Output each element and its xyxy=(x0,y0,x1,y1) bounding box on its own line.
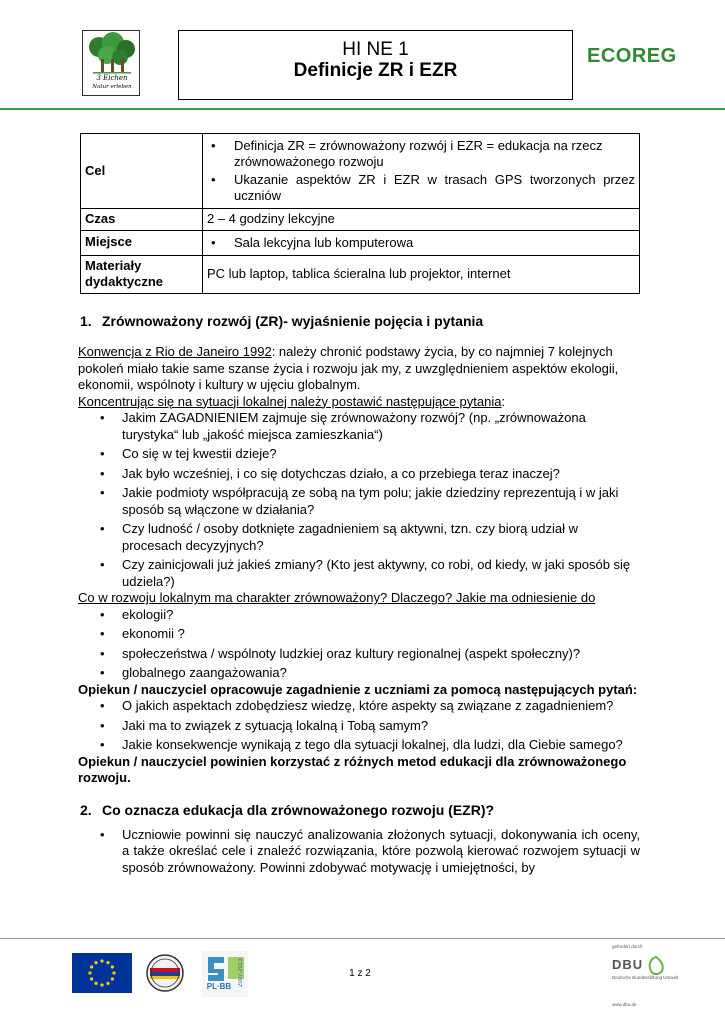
info-table xyxy=(80,133,640,294)
page-header xyxy=(0,0,725,110)
row-label: Miejsce xyxy=(81,230,203,255)
title-box xyxy=(178,30,573,100)
3-eichen-logo xyxy=(82,30,140,96)
list-item: • Czy ludność / osoby dotknięte zagadnieniem są aktywni, tzn. czy biorą udział w procesach decyzyjnych? xyxy=(78,521,640,554)
teacher-closing: Opiekun / nauczyciel powinien korzystać z różnych metod edukacji dla zrównoważonego rozwoju. xyxy=(78,753,627,785)
questions-intro: Koncentrując się na sytuacji lokalnej należy postawić następujące pytania: xyxy=(78,393,506,409)
rio-convention-link: Konwencja z Rio de Janeiro 1992 xyxy=(78,344,272,359)
round-emblem-icon xyxy=(142,953,188,993)
table-row xyxy=(81,134,640,209)
eu-stars-icon xyxy=(72,953,132,993)
list-item: • ekonomii ? xyxy=(78,626,640,643)
row-label: Czas xyxy=(81,209,203,231)
list-item: • Ukazanie aspektów ZR i EZR w trasach GPS tworzonych przez uczniów xyxy=(207,172,635,204)
dbu-subtitle: Deutsche Bundesstiftung Umwelt xyxy=(612,975,679,980)
row-value: 2 – 4 godziny lekcyjne xyxy=(203,209,640,231)
questions-list xyxy=(78,410,640,590)
document-code: HI NE 1 xyxy=(342,39,409,60)
section-1-heading: 1. Zrównoważony rozwój (ZR)- wyjaśnienie pojęcia i pytania xyxy=(80,313,484,329)
dbu-name: DBU xyxy=(612,957,644,972)
table-row xyxy=(81,230,640,255)
table-row xyxy=(81,209,640,231)
list-item: • Czy zainicjowali już jakieś zmiany? (Kto jest aktywny, co robi, od kiedy, w jaki sposób się udziela?) xyxy=(78,557,640,590)
list-item: • Jaki ma to związek z sytuacją lokalną i Tobą samym? xyxy=(78,718,640,735)
row-value: PC lub laptop, tablica ścieralna lub projektor, internet xyxy=(203,255,640,293)
page-number: 1 z 2 xyxy=(349,968,371,979)
main-content xyxy=(78,312,640,876)
list-item: • globalnego zaangażowania? xyxy=(78,665,640,682)
list-item: • Definicja ZR = zrównoważony rozwój i EZR = edukacja na rzecz zrównoważonego rozwoju xyxy=(207,138,635,170)
dbu-funded-by: gefördert durch xyxy=(612,944,643,949)
list-item: • Jakim ZAGADNIENIEM zajmuje się zrównoważony rozwój? (np. „zrównoważona turystyka“ lub „jakość miejsca zamieszkania“) xyxy=(78,410,640,443)
header-divider xyxy=(0,108,725,110)
row-value xyxy=(203,230,640,255)
list-item: • Jakie podmioty współpracują ze sobą na tym polu; jakie dziedziny reprezentują i w jaki sposób są włączone w działania? xyxy=(78,485,640,518)
row-value xyxy=(203,134,640,209)
row-label: Materiały dydaktyczne xyxy=(81,255,203,293)
character-question: Co w rozwoju lokalnym ma charakter zrównoważony? Dlaczego? Jakie ma odniesienie do xyxy=(78,590,596,605)
list-item: • Uczniowie powinni się nauczyć analizowania złożonych sytuacji, dokonywania ich oceny, a także określać cele i znaleźć rozwiązania, które pozwolą kierować rozwojem sytuacji w sposób zrównoważony. Powinni zdobywać motywację i umiejętności, by xyxy=(78,827,640,877)
footer-divider xyxy=(0,938,725,939)
pl-bb-label: PL·BB xyxy=(206,982,232,991)
ecoreg-logo: ECOREG xyxy=(587,45,677,67)
list-item: • Jak było wcześniej, i co się dotychczas działo, a co przebiega teraz inaczej? xyxy=(78,466,640,483)
rio-paragraph: Konwencja z Rio de Janeiro 1992: należy chronić podstawy życia, by co najmniej 7 kolejnych pokoleń miało takie same szanse życia i rozwoju jak my, z uwzględnieniem aspektów ekologii, ekonomii, wspólnoty i kultury w ujęciu globalnym. xyxy=(78,344,619,392)
dbu-url: www.dbu.de xyxy=(612,1002,637,1007)
dbu-leaf-icon xyxy=(646,955,666,977)
pl-bb-logo xyxy=(202,951,248,997)
list-item: • ekologii? xyxy=(78,607,640,624)
eu-flag-logo xyxy=(72,953,132,993)
list-item: • Co się w tej kwestii dzieje? xyxy=(78,446,640,463)
teacher-intro: Opiekun / nauczyciel opracowuje zagadnienie z uczniami za pomocą następujących pytań: xyxy=(78,681,638,697)
list-item: • Sala lekcyjna lub komputerowa xyxy=(207,235,635,251)
row-label: Cel xyxy=(81,134,203,209)
character-list xyxy=(78,607,640,682)
pl-bb-years: 2007-2013 xyxy=(238,958,244,987)
section-2-heading: 2. Co oznacza edukacja dla zrównoważonego rozwoju (EZR)? xyxy=(80,801,495,818)
section-2-list xyxy=(78,827,640,877)
document-title: Definicje ZR i EZR xyxy=(293,60,458,81)
teacher-questions-list xyxy=(78,698,640,754)
table-row xyxy=(81,255,640,293)
logo-name: 3 Eichen xyxy=(96,74,128,82)
cooperation-logo xyxy=(142,953,188,993)
dbu-logo xyxy=(612,944,682,1020)
list-item: • O jakich aspektach zdobędziesz wiedzę, które aspekty są związane z zagadnieniem? xyxy=(78,698,640,715)
list-item: • Jakie konsekwencje wynikają z tego dla sytuacji lokalnej, dla ludzi, dla Ciebie samego? xyxy=(78,737,640,754)
logo-subtext: Natur erleben xyxy=(92,84,132,90)
list-item: • społeczeństwa / wspólnoty ludzkiej oraz kultury regionalnej (aspekt społeczny)? xyxy=(78,646,640,663)
